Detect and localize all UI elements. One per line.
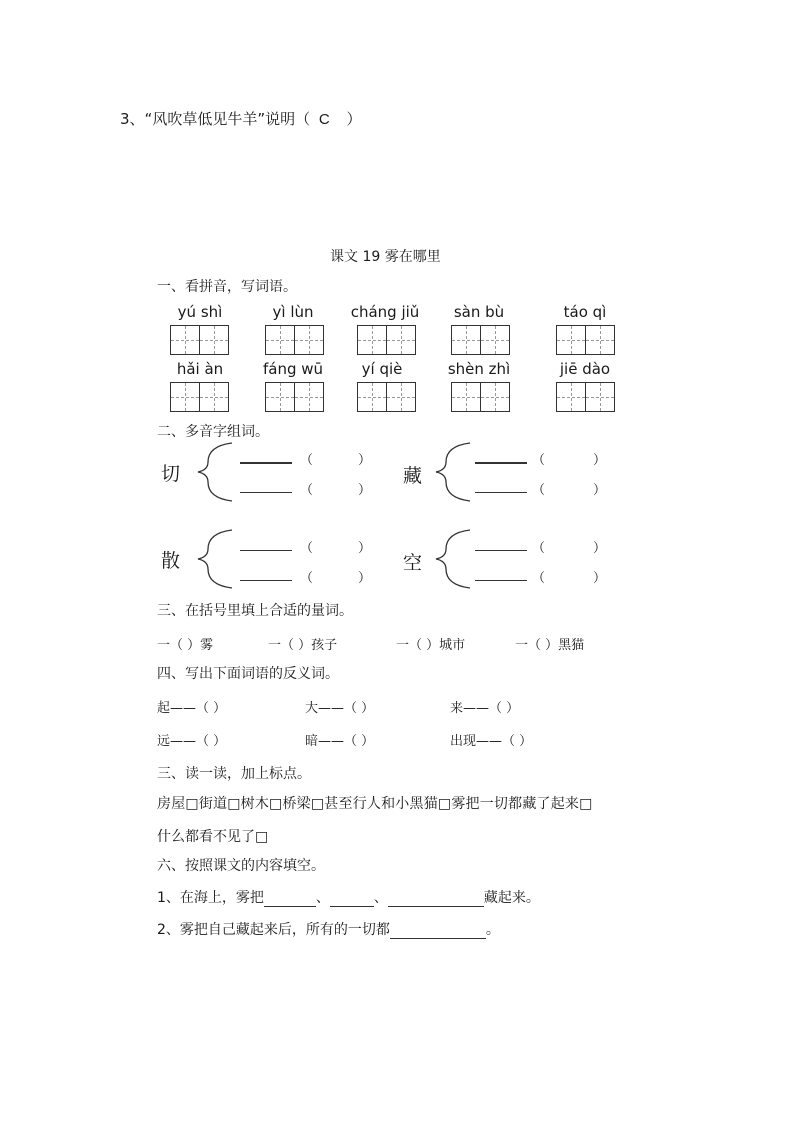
close-paren: ） [593, 541, 607, 556]
question-3-close: ） [346, 110, 362, 128]
antonym-item[interactable]: 来——（ ） [450, 701, 520, 716]
open-paren: （ [300, 483, 314, 498]
pinyin-label: fáng wū [262, 360, 324, 378]
pinyin-label: hǎi àn [176, 360, 224, 378]
close-paren: ） [358, 453, 372, 468]
separator: 、 [373, 890, 388, 906]
pinyin-label: yú shì [177, 303, 223, 321]
open-paren: （ [532, 571, 546, 586]
brace-icon [436, 443, 470, 501]
polyphone-char: 藏 [403, 465, 423, 487]
open-paren: （ [300, 541, 314, 556]
close-paren: ） [593, 571, 607, 586]
antonym-item[interactable]: 暗——（ ） [305, 734, 375, 749]
pinyin-label: jiē dào [559, 360, 611, 378]
fill-question-2-suffix: 。 [485, 922, 500, 938]
fill-question-1-suffix: 藏起来。 [483, 890, 540, 906]
antonym-item[interactable]: 大——（ ） [305, 701, 375, 716]
question-3-answer: C [318, 111, 330, 128]
close-paren: ） [593, 483, 607, 498]
measure-word-item[interactable]: 一（ ）雾 [157, 638, 214, 653]
pinyin-label: yí qiè [361, 360, 403, 378]
answer-blank[interactable] [240, 492, 292, 493]
separator: 、 [315, 890, 330, 906]
fill-question-1-prefix: 1、在海上，雾把 [157, 890, 264, 906]
measure-word-item[interactable]: 一（ ）黑猫 [515, 638, 585, 653]
brace-icon [436, 530, 470, 588]
brace-icon [198, 530, 232, 588]
measure-word-item[interactable]: 一（ ）城市 [396, 638, 466, 653]
question-3-text: 3、“风吹草低见牛羊”说明（ [120, 110, 311, 128]
pinyin-label: sàn bù [453, 303, 505, 321]
answer-blank[interactable] [475, 462, 527, 464]
lesson-title: 课文 19 雾在哪里 [330, 249, 441, 265]
polyphone-char: 散 [161, 550, 181, 572]
polyphone-char: 切 [161, 463, 181, 485]
answer-blank[interactable] [240, 580, 292, 581]
close-paren: ） [358, 483, 372, 498]
brace-icon [198, 443, 232, 501]
open-paren: （ [532, 453, 546, 468]
section-6-title: 六、按照课文的内容填空。 [157, 858, 325, 874]
answer-blank[interactable] [388, 890, 484, 907]
open-paren: （ [532, 483, 546, 498]
section-1-title: 一、看拼音，写词语。 [157, 279, 297, 295]
close-paren: ） [358, 541, 372, 556]
answer-blank[interactable] [475, 492, 527, 493]
fill-question-2-prefix: 2、雾把自己藏起来后，所有的一切都 [157, 922, 390, 938]
answer-blank[interactable] [240, 462, 292, 464]
punctuation-passage-line-1[interactable]: 房屋□街道□树木□桥梁□甚至行人和小黑猫□雾把一切都藏了起来□ [157, 796, 593, 812]
pinyin-label: yì lùn [272, 303, 314, 321]
fill-question-1 [157, 887, 540, 907]
antonym-item[interactable]: 出现——（ ） [450, 734, 533, 749]
punctuation-passage-line-2[interactable]: 什么都看不见了□ [157, 829, 269, 845]
section-2-title: 二、多音字组词。 [157, 424, 269, 440]
open-paren: （ [532, 541, 546, 556]
answer-blank[interactable] [475, 550, 527, 551]
antonym-item[interactable]: 远——（ ） [157, 734, 227, 749]
open-paren: （ [300, 453, 314, 468]
pinyin-label: shèn zhì [447, 360, 511, 378]
antonym-item[interactable]: 起——（ ） [157, 701, 227, 716]
section-3-title: 三、在括号里填上合适的量词。 [157, 603, 353, 619]
answer-blank[interactable] [240, 550, 292, 551]
pinyin-label: táo qì [563, 303, 607, 321]
section-4-title: 四、写出下面词语的反义词。 [157, 666, 339, 682]
pinyin-label: cháng jiǔ [350, 303, 420, 321]
polyphone-char: 空 [403, 552, 423, 574]
fill-question-2 [157, 919, 500, 939]
answer-blank[interactable] [330, 890, 374, 907]
close-paren: ） [593, 453, 607, 468]
section-5-title: 三、读一读，加上标点。 [157, 766, 311, 782]
close-paren: ） [358, 571, 372, 586]
open-paren: （ [300, 571, 314, 586]
measure-word-item[interactable]: 一（ ）孩子 [268, 638, 338, 653]
answer-blank[interactable] [475, 580, 527, 581]
answer-blank[interactable] [264, 890, 316, 907]
answer-blank[interactable] [390, 922, 486, 939]
